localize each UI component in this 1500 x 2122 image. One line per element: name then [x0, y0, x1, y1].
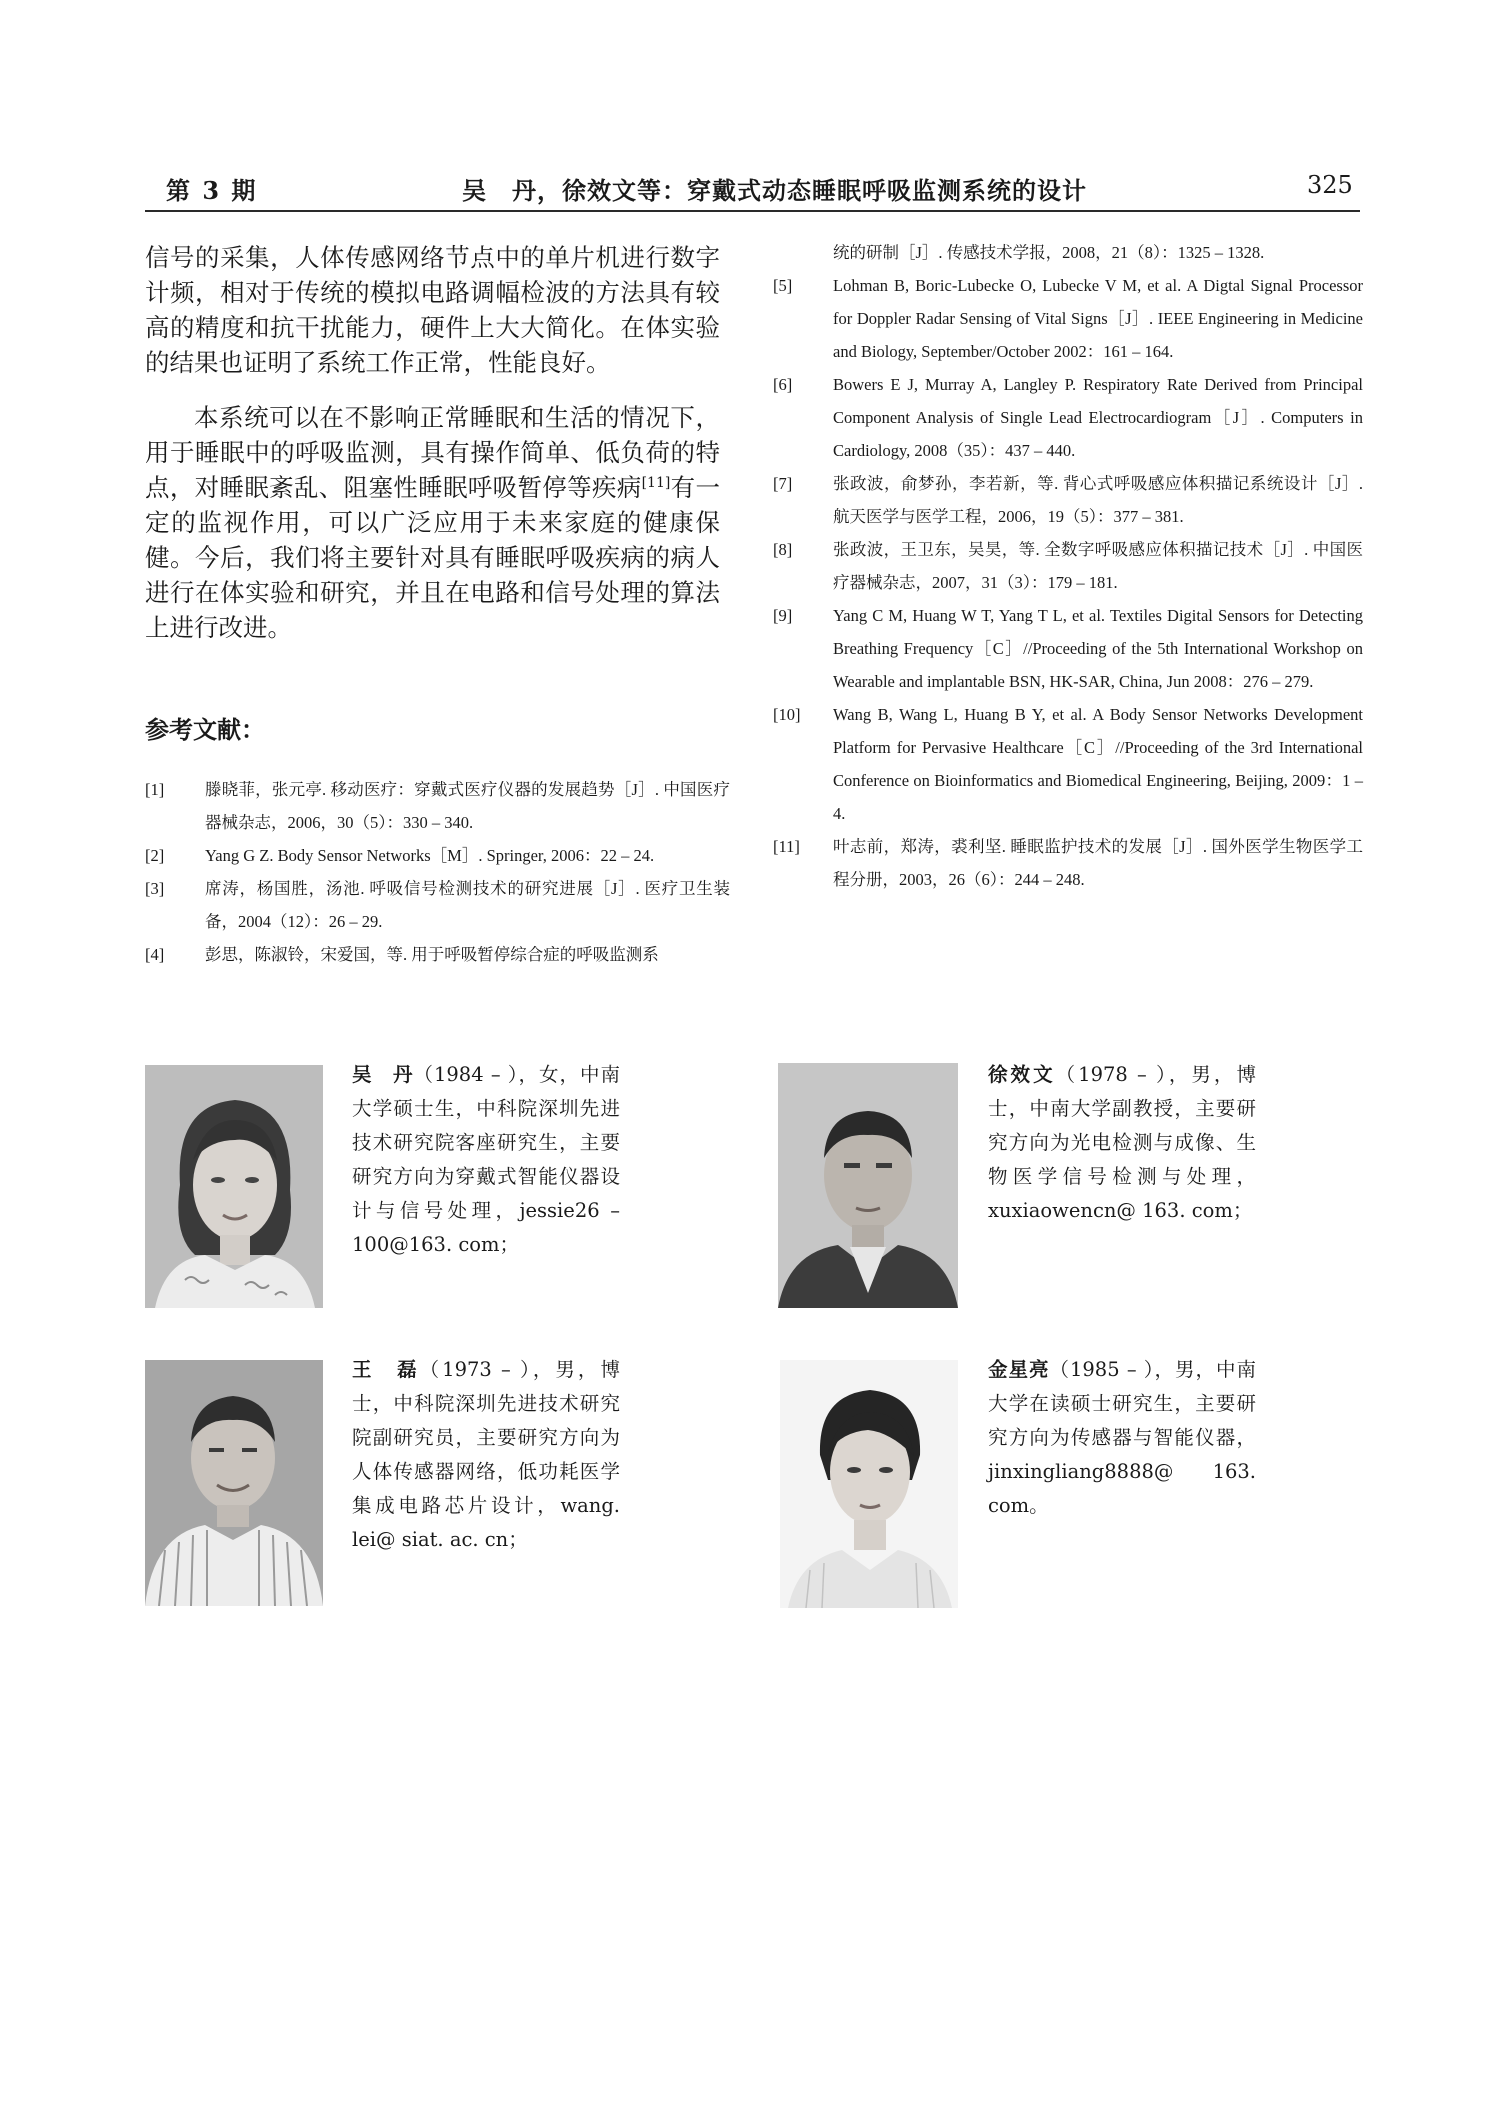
- author-photo-jin-xingliang: [780, 1360, 958, 1608]
- author-description: （1978 – ），男，博士，中南大学副教授，主要研究方向为光电检测与成像、生物医学信号检测与处理，xuxiaowencn@ 163. com；: [988, 1063, 1256, 1222]
- reference-number: [4]: [145, 945, 165, 964]
- reference-item: [145, 773, 730, 839]
- reference-text: Bowers E J, Murray A, Langley P. Respiratory Rate Derived from Principal Component Analysis of Single Lead Electrocardiogram［J］. Computers in Cardiology, 2008（35）：437 – 440.: [833, 375, 1363, 460]
- running-title: 吴 丹，徐效文等：穿戴式动态睡眠呼吸监测系统的设计: [462, 176, 1087, 205]
- author-name: 徐效文: [988, 1063, 1056, 1086]
- author-photo-wang-lei: [145, 1360, 323, 1606]
- author-description: （1973 – ），男，博士，中科院深圳先进技术研究院副研究员，主要研究方向为人体传感器网络，低功耗医学集成电路芯片设计，wang. lei@ siat. ac. cn；: [352, 1358, 620, 1551]
- conclusion-paragraph-2: [145, 400, 720, 645]
- reference-number: [2]: [145, 846, 165, 865]
- reference-text: 滕晓菲，张元亭. 移动医疗：穿戴式医疗仪器的发展趋势［J］. 中国医疗器械杂志，2006，30（5）：330 – 340.: [205, 780, 730, 832]
- reference-item: [773, 830, 1363, 896]
- author-photo-wu-dan: [145, 1065, 323, 1308]
- reference-number: [11]: [773, 837, 800, 856]
- reference-text: Wang B, Wang L, Huang B Y, et al. A Body Sensor Networks Development Platform for Pervasive Healthcare［C］//Proceeding of the 3rd International Conference on Bioinformatics and Biomedical Engineering, Beijing, 2009：1 – 4.: [833, 705, 1363, 823]
- author-name: 吴 丹: [352, 1063, 414, 1086]
- header-rule: [145, 210, 1360, 212]
- citation-link[interactable]: [11]: [641, 474, 671, 491]
- reference-number: [3]: [145, 879, 165, 898]
- reference-item: [145, 872, 730, 938]
- author-bio: [352, 1058, 620, 1262]
- paragraph-text: 本系统可以在不影响正常睡眠和生活的情况下，用于睡眠中的呼吸监测，具有操作简单、低负荷的特点，对睡眠紊乱、阻塞性睡眠呼吸暂停等疾病: [145, 403, 720, 502]
- reference-text: 张政波，王卫东，吴昊，等. 全数字呼吸感应体积描记技术［J］. 中国医疗器械杂志，2007，31（3）：179 – 181.: [833, 540, 1363, 592]
- reference-number: [10]: [773, 705, 801, 724]
- reference-number: [9]: [773, 606, 793, 625]
- reference-text: 彭思，陈淑铃，宋爱国，等. 用于呼吸暂停综合症的呼吸监测系: [205, 945, 659, 964]
- reference-item: [773, 698, 1363, 830]
- reference-item: [773, 368, 1363, 467]
- reference-item: [145, 839, 730, 872]
- author-bio: [352, 1353, 620, 1557]
- paragraph-text: 有一定的监视作用，可以广泛应用于未来家庭的健康保健。今后，我们将主要针对具有睡眠呼吸疾病的病人进行在体实验和研究，并且在电路和信号处理的算法上进行改进。: [145, 473, 721, 642]
- reference-number: [8]: [773, 540, 793, 559]
- issue-label: 第 3 期: [166, 176, 258, 205]
- reference-number: [6]: [773, 375, 793, 394]
- reference-item: [773, 467, 1363, 533]
- reference-text: Yang G Z. Body Sensor Networks［M］. Springer, 2006：22 – 24.: [205, 846, 655, 865]
- page-number: 325: [1307, 171, 1353, 199]
- reference-number: [1]: [145, 780, 165, 799]
- author-photo-xu-xiaowen: [778, 1063, 958, 1308]
- author-bio: [988, 1058, 1256, 1228]
- reference-text: Lohman B, Boric-Lubecke O, Lubecke V M, et al. A Digtal Signal Processor for Doppler Radar Sensing of Vital Signs［J］. IEEE Engineering in Medicine and Biology, September/October 2002：161 – 164.: [833, 276, 1363, 361]
- reference-text: 张政波，俞梦孙，李若新，等. 背心式呼吸感应体积描记系统设计［J］. 航天医学与医学工程，2006，19（5）：377 – 381.: [833, 474, 1363, 526]
- reference-text: 叶志前，郑涛，裘利坚. 睡眠监护技术的发展［J］. 国外医学生物医学工程分册，2003，26（6）：244 – 248.: [833, 837, 1363, 889]
- reference-item: [773, 269, 1363, 368]
- author-description: （1984 – ），女，中南大学硕士生，中科院深圳先进技术研究院客座研究生，主要研究方向为穿戴式智能仪器设计与信号处理，jessie26 – 100@163. com；: [352, 1063, 620, 1256]
- reference-item: [773, 533, 1363, 599]
- conclusion-paragraph-1: 信号的采集，人体传感网络节点中的单片机进行数字计频，相对于传统的模拟电路调幅检波的方法具有较高的精度和抗干扰能力，硬件上大大简化。在体实验的结果也证明了系统工作正常，性能良好。: [145, 243, 720, 377]
- reference-item: [145, 938, 730, 971]
- author-name: 王 磊: [352, 1358, 420, 1381]
- reference-text: 席涛，杨国胜，汤池. 呼吸信号检测技术的研究进展［J］. 医疗卫生装备，2004（12）：26 – 29.: [205, 879, 730, 931]
- author-name: 金星亮: [988, 1358, 1050, 1381]
- reference-continuation: 统的研制［J］. 传感技术学报，2008，21（8）：1325 – 1328.: [833, 243, 1265, 262]
- reference-item: [773, 599, 1363, 698]
- author-bio: [988, 1353, 1256, 1523]
- reference-number: [5]: [773, 276, 793, 295]
- reference-list-right: [773, 236, 1363, 896]
- author-description: （1985 – ），男，中南大学在读硕士研究生，主要研究方向为传感器与智能仪器，jinxingliang8888@ 163. com。: [988, 1358, 1256, 1517]
- reference-text: Yang C M, Huang W T, Yang T L, et al. Textiles Digital Sensors for Detecting Breathing Frequency［C］//Proceeding of the 5th International Workshop on Wearable and implantable BSN, HK-SAR, China, Jun 2008：276 – 279.: [833, 606, 1363, 691]
- reference-number: [7]: [773, 474, 793, 493]
- reference-list-left: [145, 773, 730, 971]
- references-heading: 参考文献：: [145, 716, 265, 744]
